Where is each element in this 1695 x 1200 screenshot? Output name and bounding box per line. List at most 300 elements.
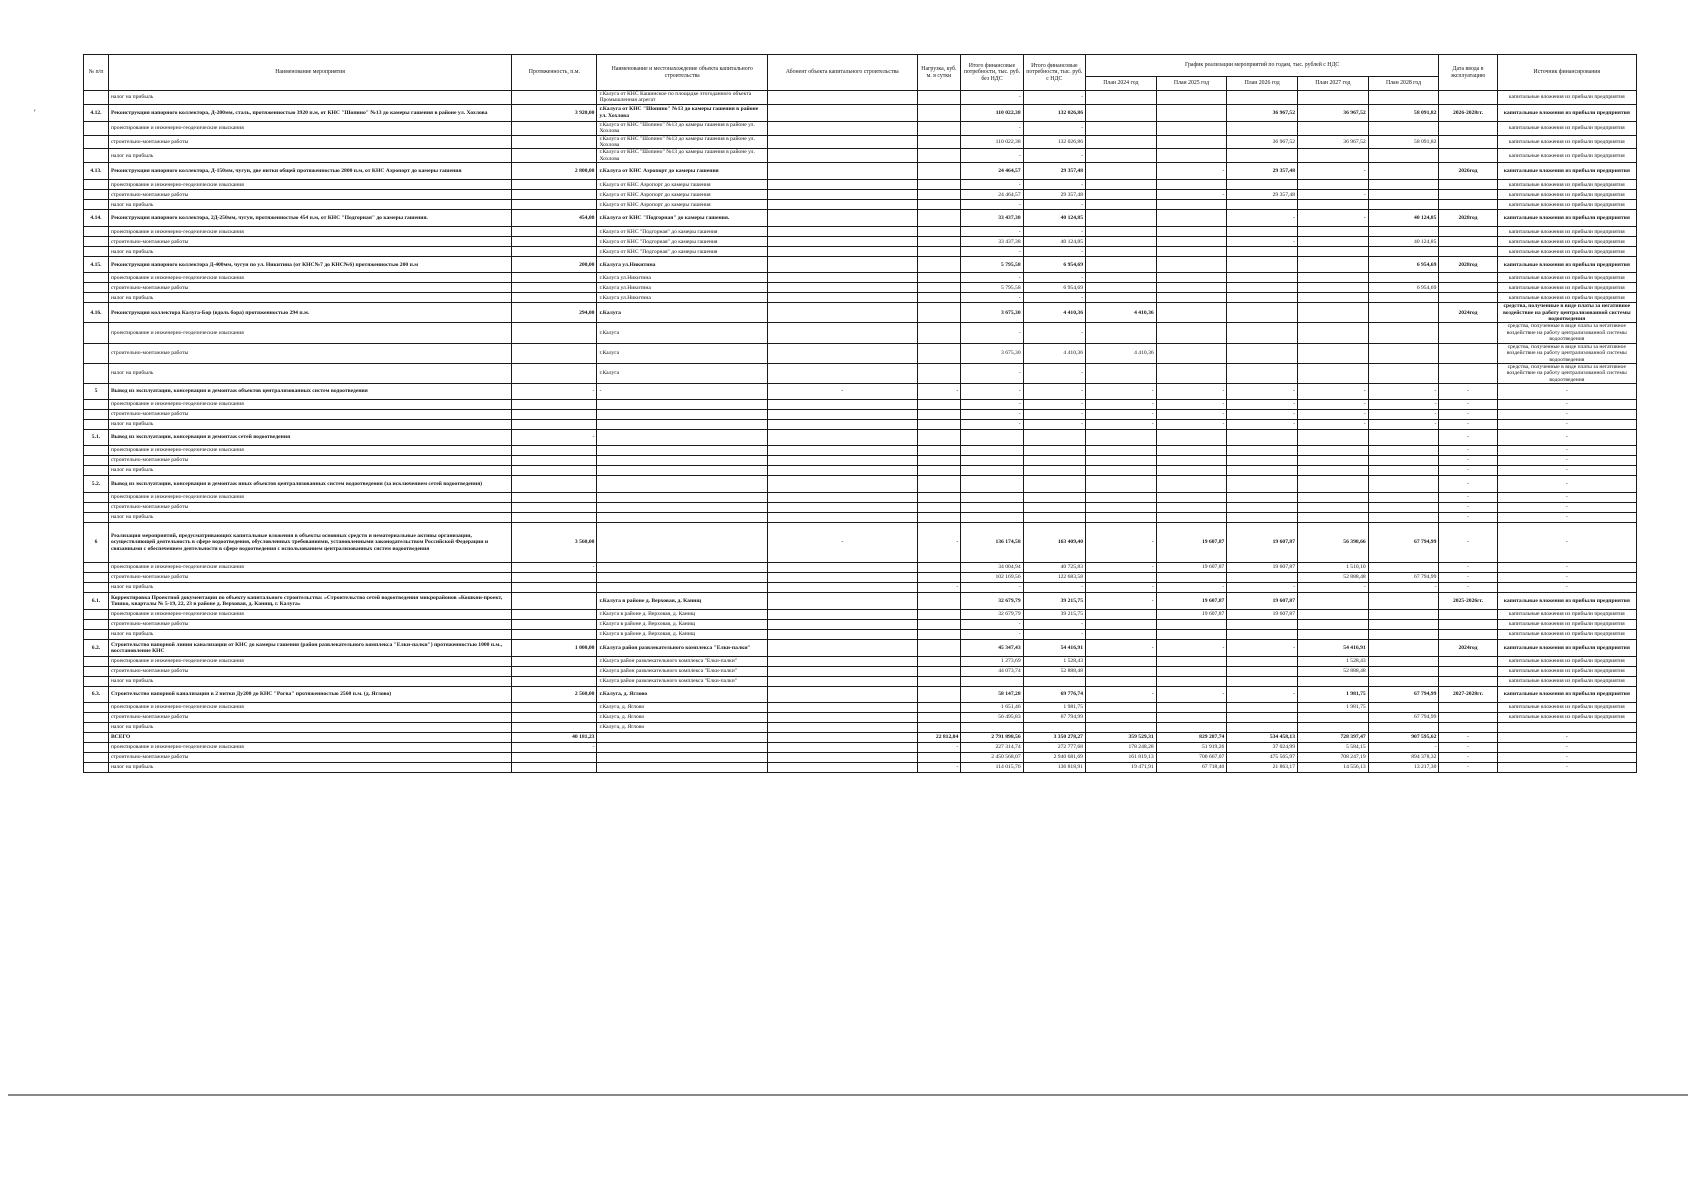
table-row-subitem (84, 573, 1637, 583)
cell-no: 4.15. (84, 257, 109, 273)
cell-2025 (1156, 723, 1227, 733)
cell-name: ВСЕГО (108, 733, 511, 743)
cell-subscriber (767, 420, 917, 430)
cell-load (917, 135, 961, 149)
cell-object: г.Калуга от КНС "Подгорная" до камеры гашения (597, 227, 767, 237)
cell-commission: - (1439, 420, 1497, 430)
cell-subscriber (767, 190, 917, 200)
cell-2024: - (1085, 593, 1156, 610)
cell-2026 (1227, 573, 1298, 583)
cell-cost-vat: - (1023, 400, 1085, 410)
cell-2024 (1085, 293, 1156, 303)
cell-load (917, 283, 961, 293)
cell-cost-vat: 2 940 681,69 (1023, 753, 1085, 763)
cell-subscriber (767, 493, 917, 503)
table-row-subitem (84, 420, 1637, 430)
cell-cost-vat: 4 410,36 (1023, 303, 1085, 323)
table-row-subitem (84, 503, 1637, 513)
cell-cost-net: 5 795,58 (961, 283, 1023, 293)
cell-length: 40 181,23 (512, 733, 597, 743)
cell-2026: - (1227, 210, 1298, 227)
cell-source: - (1497, 466, 1636, 476)
cell-length (512, 135, 597, 149)
cell-2027: 1 510,10 (1298, 563, 1369, 573)
cell-commission (1439, 200, 1497, 210)
cell-length (512, 503, 597, 513)
table-row-subitem (84, 227, 1637, 237)
cell-load (917, 227, 961, 237)
cell-cost-vat (1023, 723, 1085, 733)
table-row-subitem (84, 363, 1637, 383)
cell-no (84, 466, 109, 476)
cell-commission (1439, 121, 1497, 135)
cell-name: налог на прибыль (108, 200, 511, 210)
cell-name: налог на прибыль (108, 583, 511, 593)
cell-2026 (1227, 493, 1298, 503)
cell-2028 (1368, 703, 1439, 713)
cell-load (917, 753, 961, 763)
cell-source: капитальные вложения из прибыли предприятия (1497, 677, 1636, 687)
cell-2028 (1368, 456, 1439, 466)
cell-commission (1439, 293, 1497, 303)
cell-2027 (1298, 446, 1369, 456)
cell-no (84, 410, 109, 420)
cell-2024: 359 529,31 (1085, 733, 1156, 743)
cell-no (84, 363, 109, 383)
cell-2024 (1085, 466, 1156, 476)
cell-subscriber (767, 363, 917, 383)
cell-2026: 19 607,87 (1227, 563, 1298, 573)
cell-no (84, 713, 109, 723)
cell-commission (1439, 723, 1497, 733)
cell-2024 (1085, 493, 1156, 503)
cell-2027: - (1298, 583, 1369, 593)
cell-no (84, 400, 109, 410)
cell-2024 (1085, 610, 1156, 620)
cell-2027 (1298, 677, 1369, 687)
cell-no (84, 513, 109, 523)
cell-source: капитальные вложения из прибыли предприятия (1497, 227, 1636, 237)
table-row-subitem (84, 723, 1637, 733)
cell-cost-vat: 6 954,69 (1023, 257, 1085, 273)
cell-2027 (1298, 149, 1369, 163)
cell-cost-vat: - (1023, 200, 1085, 210)
cell-commission (1439, 135, 1497, 149)
cell-cost-net: 3 675,30 (961, 343, 1023, 363)
cell-2024 (1085, 667, 1156, 677)
cell-2027 (1298, 91, 1369, 105)
cell-length (512, 323, 597, 343)
cell-name: налог на прибыль (108, 763, 511, 773)
cell-length (512, 247, 597, 257)
table-row-item (84, 687, 1637, 703)
header-source: Источник финансирования (1497, 55, 1636, 91)
cell-2028: 67 794,99 (1368, 687, 1439, 703)
cell-commission: - (1439, 493, 1497, 503)
cell-2028 (1368, 323, 1439, 343)
cell-source: - (1497, 400, 1636, 410)
cell-2028 (1368, 466, 1439, 476)
cell-2028: 40 124,85 (1368, 237, 1439, 247)
table-row-item (84, 104, 1637, 121)
cell-2026 (1227, 303, 1298, 323)
cell-no: 4.16. (84, 303, 109, 323)
header-cost-vat: Итого финансовые потребности, тыс. руб. с НДС (1023, 55, 1085, 91)
table-row-subitem (84, 630, 1637, 640)
cell-subscriber (767, 91, 917, 105)
cell-2026: 19 607,87 (1227, 610, 1298, 620)
cell-2028 (1368, 91, 1439, 105)
cell-2025: 19 607,87 (1156, 563, 1227, 573)
cell-name: налог на прибыль (108, 513, 511, 523)
cell-2026: - (1227, 583, 1298, 593)
cell-commission (1439, 343, 1497, 363)
cell-no (84, 657, 109, 667)
cell-2027: - (1298, 384, 1369, 400)
cell-subscriber (767, 163, 917, 180)
cell-length (512, 273, 597, 283)
cell-name: налог на прибыль (108, 91, 511, 105)
cell-name: строительно-монтажные работы (108, 573, 511, 583)
cell-source: капитальные вложения из прибыли предприятия (1497, 247, 1636, 257)
cell-subscriber (767, 237, 917, 247)
cell-2028 (1368, 430, 1439, 446)
cell-2025: - (1156, 163, 1227, 180)
cell-cost-vat: 29 357,48 (1023, 163, 1085, 180)
cell-cost-vat: 52 888,48 (1023, 667, 1085, 677)
cell-2025 (1156, 493, 1227, 503)
cell-commission: - (1439, 573, 1497, 583)
cell-2025: 19 607,87 (1156, 610, 1227, 620)
cell-2024 (1085, 247, 1156, 257)
table-row-subitem (84, 657, 1637, 667)
table-row-subitem (84, 763, 1637, 773)
cell-cost-net: 110 022,38 (961, 104, 1023, 121)
cell-commission: - (1439, 563, 1497, 573)
cell-source: капитальные вложения из прибыли предприятия (1497, 135, 1636, 149)
cell-name: проектирование и инженерно-геодезические изыскания (108, 227, 511, 237)
cell-cost-vat: 1 528,43 (1023, 657, 1085, 667)
cell-2024 (1085, 430, 1156, 446)
cell-2027: - (1298, 190, 1369, 200)
cell-name: проектирование и инженерно-геодезические изыскания (108, 703, 511, 713)
cell-cost-vat: - (1023, 583, 1085, 593)
cell-commission (1439, 227, 1497, 237)
cell-cost-vat: 272 777,68 (1023, 743, 1085, 753)
cell-load: - (917, 763, 961, 773)
cell-length (512, 200, 597, 210)
cell-length (512, 180, 597, 190)
cell-2027 (1298, 593, 1369, 610)
cell-2026: 19 607,87 (1227, 593, 1298, 610)
cell-source: - (1497, 503, 1636, 513)
cell-object (597, 753, 767, 763)
cell-subscriber (767, 630, 917, 640)
cell-2026: - (1227, 640, 1298, 657)
cell-2026: - (1227, 687, 1298, 703)
cell-commission (1439, 667, 1497, 677)
cell-source: - (1497, 493, 1636, 503)
cell-length (512, 237, 597, 247)
cell-2026 (1227, 273, 1298, 283)
cell-2028 (1368, 503, 1439, 513)
cell-subscriber (767, 410, 917, 420)
cell-commission (1439, 91, 1497, 105)
cell-cost-vat (1023, 503, 1085, 513)
cell-cost-vat: - (1023, 410, 1085, 420)
cell-2024: - (1085, 523, 1156, 563)
cell-2026: - (1227, 384, 1298, 400)
cell-object (597, 523, 767, 563)
cell-2027 (1298, 723, 1369, 733)
cell-source (1497, 723, 1636, 733)
cell-load: - (917, 523, 961, 563)
cell-2026: 37 024,99 (1227, 743, 1298, 753)
cell-source: - (1497, 523, 1636, 563)
cell-cost-vat: - (1023, 91, 1085, 105)
cell-2026 (1227, 667, 1298, 677)
cell-2024 (1085, 283, 1156, 293)
cell-commission: - (1439, 503, 1497, 513)
cell-2026: - (1227, 237, 1298, 247)
cell-no (84, 121, 109, 135)
cell-subscriber (767, 583, 917, 593)
cell-source: капитальные вложения из прибыли предприятия (1497, 257, 1636, 273)
cell-cost-net: - (961, 384, 1023, 400)
cell-cost-net: 136 174,58 (961, 523, 1023, 563)
cell-2025 (1156, 257, 1227, 273)
cell-2026 (1227, 466, 1298, 476)
cell-2024 (1085, 703, 1156, 713)
cell-commission (1439, 630, 1497, 640)
cell-cost-vat: - (1023, 247, 1085, 257)
cell-object: г.Калуга от КНС "Подгорная" до камеры гашения (597, 247, 767, 257)
cell-2027 (1298, 430, 1369, 446)
cell-source: капитальные вложения из прибыли предприятия (1497, 273, 1636, 283)
cell-subscriber (767, 677, 917, 687)
cell-source: капитальные вложения из прибыли предприятия (1497, 104, 1636, 121)
cell-no (84, 91, 109, 105)
cell-2028 (1368, 667, 1439, 677)
cell-subscriber (767, 135, 917, 149)
cell-2028 (1368, 476, 1439, 493)
cell-object: г.Калуга ул.Никитина (597, 293, 767, 303)
cell-2026 (1227, 723, 1298, 733)
header-name: Наименование мероприятия (108, 55, 511, 91)
cell-commission: 2027-2028гг. (1439, 687, 1497, 703)
cell-2024: 4 410,36 (1085, 303, 1156, 323)
cell-2028: 907 595,62 (1368, 733, 1439, 743)
cell-2024 (1085, 104, 1156, 121)
cell-load (917, 593, 961, 610)
cell-2027: - (1298, 410, 1369, 420)
cell-name: Вывод из эксплуатации, консервация и демонтаж сетей водоотведения (108, 430, 511, 446)
cell-commission: - (1439, 753, 1497, 763)
cell-2028 (1368, 493, 1439, 503)
bottom-rule (8, 1094, 1688, 1096)
cell-2026 (1227, 227, 1298, 237)
cell-subscriber (767, 573, 917, 583)
scan-mark: ' (34, 108, 36, 118)
cell-cost-net: 110 022,38 (961, 135, 1023, 149)
cell-length: 3 560,00 (512, 523, 597, 563)
cell-name: строительно-монтажные работы (108, 503, 511, 513)
table-row-item (84, 640, 1637, 657)
cell-load: - (917, 743, 961, 753)
cell-cost-vat: 4 410,36 (1023, 343, 1085, 363)
cell-load (917, 610, 961, 620)
cell-2024: - (1085, 384, 1156, 400)
cell-no (84, 667, 109, 677)
cell-2028 (1368, 640, 1439, 657)
cell-cost-vat: 40 725,83 (1023, 563, 1085, 573)
cell-2027 (1298, 620, 1369, 630)
cell-object: г.Калуга, д. Яглово (597, 703, 767, 713)
cell-cost-vat: - (1023, 180, 1085, 190)
cell-load (917, 573, 961, 583)
table-row-subitem (84, 743, 1637, 753)
cell-object (597, 763, 767, 773)
cell-length (512, 583, 597, 593)
cell-load (917, 640, 961, 657)
table-row-item (84, 476, 1637, 493)
cell-length (512, 493, 597, 503)
cell-object: г.Калуга район развлекательного комплекса "Елки-палки" (597, 667, 767, 677)
cell-name: налог на прибыль (108, 149, 511, 163)
cell-name: налог на прибыль (108, 363, 511, 383)
cell-2024 (1085, 677, 1156, 687)
cell-2028: - (1368, 410, 1439, 420)
cell-2027 (1298, 227, 1369, 237)
cell-length (512, 677, 597, 687)
cell-load (917, 713, 961, 723)
cell-name: проектирование и инженерно-геодезические изыскания (108, 743, 511, 753)
cell-name: налог на прибыль (108, 630, 511, 640)
cell-2025 (1156, 456, 1227, 466)
cell-subscriber (767, 227, 917, 237)
cell-2028: 6 954,69 (1368, 283, 1439, 293)
cell-subscriber (767, 466, 917, 476)
cell-2025 (1156, 104, 1227, 121)
header-load: Нагрузка, куб. м. в сутки (917, 55, 961, 91)
table-row-subitem (84, 513, 1637, 523)
cell-2024: 19 471,91 (1085, 763, 1156, 773)
cell-object: г.Калуга от КНС Аэропорт до камеры гашения (597, 163, 767, 180)
cell-cost-net: 33 437,38 (961, 210, 1023, 227)
table-row-subitem (84, 273, 1637, 283)
cell-subscriber (767, 293, 917, 303)
cell-cost-vat: - (1023, 323, 1085, 343)
cell-2028 (1368, 620, 1439, 630)
cell-cost-vat: - (1023, 273, 1085, 283)
cell-source: капитальные вложения из прибыли предприятия (1497, 610, 1636, 620)
cell-2025 (1156, 149, 1227, 163)
cell-subscriber (767, 657, 917, 667)
cell-2024 (1085, 620, 1156, 630)
cell-length (512, 190, 597, 200)
cell-length: 454,00 (512, 210, 597, 227)
cell-load (917, 723, 961, 733)
cell-2026 (1227, 200, 1298, 210)
cell-subscriber (767, 687, 917, 703)
cell-2026 (1227, 257, 1298, 273)
cell-commission: - (1439, 466, 1497, 476)
cell-subscriber (767, 743, 917, 753)
cell-2027 (1298, 610, 1369, 620)
cell-2024: - (1085, 687, 1156, 703)
cell-cost-vat: - (1023, 293, 1085, 303)
cell-commission: - (1439, 523, 1497, 563)
cell-cost-net: 34 004,94 (961, 563, 1023, 573)
cell-source: - (1497, 753, 1636, 763)
cell-length (512, 723, 597, 733)
cell-cost-net: - (961, 273, 1023, 283)
cell-2024: - (1085, 410, 1156, 420)
table-row-subitem (84, 620, 1637, 630)
cell-load (917, 163, 961, 180)
cell-object: г.Калуга район развлекательного комплекса "Елки-палки" (597, 677, 767, 687)
cell-2025: - (1156, 583, 1227, 593)
cell-cost-net: - (961, 121, 1023, 135)
cell-2025: - (1156, 640, 1227, 657)
cell-load (917, 257, 961, 273)
cell-2024: - (1085, 420, 1156, 430)
cell-2028: 58 091,82 (1368, 135, 1439, 149)
cell-load (917, 446, 961, 456)
table-row-subitem (84, 247, 1637, 257)
header-2024: План 2024 год (1085, 77, 1156, 91)
cell-object (597, 430, 767, 446)
cell-cost-net: - (961, 293, 1023, 303)
table-row-subitem (84, 713, 1637, 723)
cell-name: Строительство напорной канализации в 2 нитки Ду200 до КНС "Рогва" протяженностью 2560 п.м. (д. Яглово) (108, 687, 511, 703)
cell-cost-vat: 122 683,58 (1023, 573, 1085, 583)
cell-name: Реализация мероприятий, предусматривающих капитальные вложения в объекты основных средств и нематериальные активы организации, осуществляющей деятельность в сфере водоотведения, обусловленных требованиями, установленными законодательством Российской Федерации и связанными с обеспечением деятельности в сфере водоотведения с использованием централизованных систем водоотведения (108, 523, 511, 563)
cell-name: налог на прибыль (108, 247, 511, 257)
cell-cost-net: - (961, 420, 1023, 430)
cell-length (512, 466, 597, 476)
cell-2026 (1227, 657, 1298, 667)
cell-source: средства, полученные в виде платы за негативное воздействие на работу централизованной системы водоотведения (1497, 363, 1636, 383)
cell-cost-vat (1023, 456, 1085, 466)
cell-no: 5.1. (84, 430, 109, 446)
cell-load (917, 493, 961, 503)
cell-cost-net: 3 675,30 (961, 303, 1023, 323)
cell-2027 (1298, 247, 1369, 257)
cell-2028 (1368, 446, 1439, 456)
cell-2027 (1298, 513, 1369, 523)
cell-no (84, 446, 109, 456)
cell-2028: - (1368, 743, 1439, 753)
cell-source: капитальные вложения из прибыли предприятия (1497, 121, 1636, 135)
cell-2025 (1156, 476, 1227, 493)
cell-length: 3 920,00 (512, 104, 597, 121)
cell-source: капитальные вложения из прибыли предприятия (1497, 620, 1636, 630)
cell-object: г.Калуга от КНС Аэропорт до камеры гашения (597, 180, 767, 190)
table-row-item (84, 210, 1637, 227)
cell-name: проектирование и инженерно-геодезические изыскания (108, 657, 511, 667)
cell-commission (1439, 283, 1497, 293)
cell-2026 (1227, 446, 1298, 456)
cell-name: Корректировка Проектной документации по объекту капитального строительства: «Строительство сетей водоотведения микрорайонов «Кошкин-проект, Тишко, кварталы № 5-19, 22, 23 в районе д. Верховая, д. Канищ, г. Калуга» (108, 593, 511, 610)
cell-source: - (1497, 563, 1636, 573)
cell-2025 (1156, 713, 1227, 723)
header-object: Наименование и местонахождение объекта капитального строительства (597, 55, 767, 91)
cell-load (917, 703, 961, 713)
cell-load (917, 687, 961, 703)
cell-2027 (1298, 713, 1369, 723)
table-row-subitem (84, 583, 1637, 593)
